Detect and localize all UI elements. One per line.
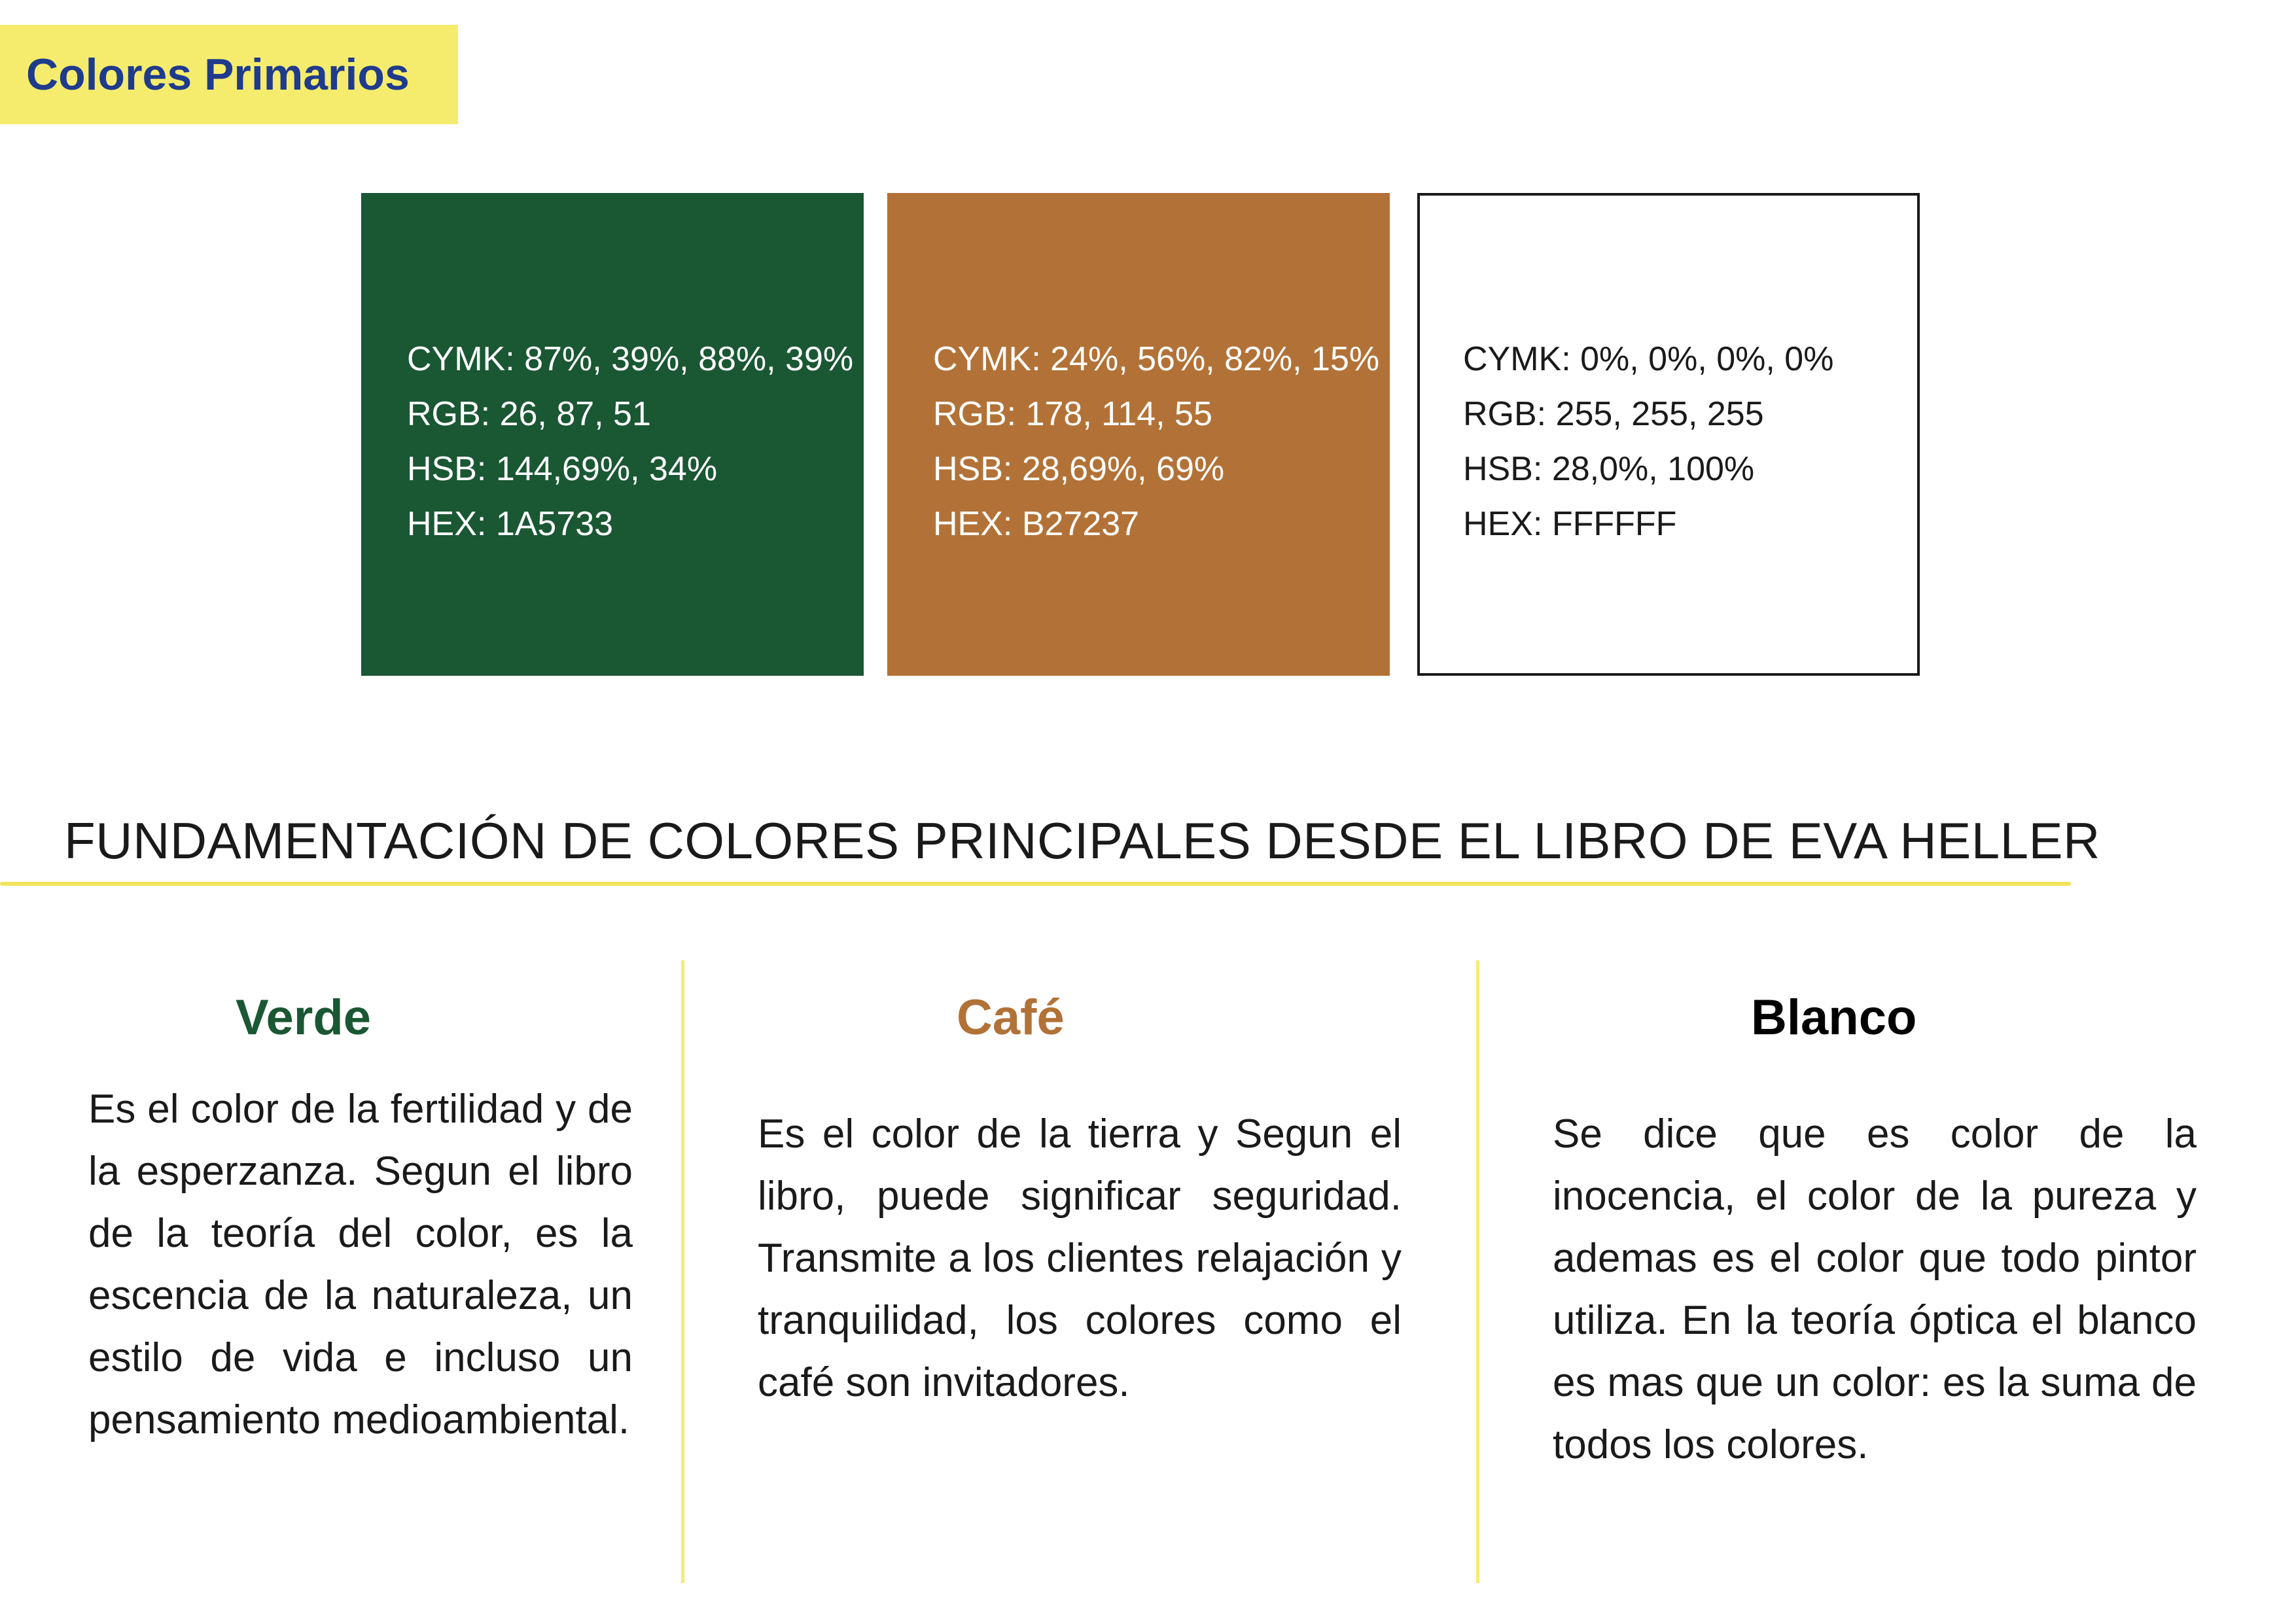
swatch-specs <box>933 332 1379 551</box>
column-body-cafe: Es el color de la tierra y Segun el libro, puede significar seguridad. Transmite a los clientes relajación y tranquilidad, los colores como el café son invitadores. <box>758 1111 1402 1405</box>
page-title: Colores Primarios <box>26 50 410 99</box>
column-divider <box>1476 960 1479 1583</box>
section-heading: FUNDAMENTACIÓN DE COLORES PRINCIPALES DESDE EL LIBRO DE EVA HELLER <box>64 812 2100 869</box>
spec-hsb: HSB: 144,69%, 34% <box>407 450 718 488</box>
column-title-verde: Verde <box>236 990 372 1045</box>
column-body-verde: Es el color de la fertilidad y de la esperzanza. Segun el libro de la teoría del color, es la escencia de la naturaleza, un estilo de vida e incluso un pensamiento medioambiental. <box>88 1087 633 1442</box>
spec-hex: HEX: FFFFFF <box>1463 505 1677 543</box>
column-divider <box>681 960 684 1583</box>
spec-hsb: HSB: 28,0%, 100% <box>1463 450 1755 488</box>
spec-cymk: CYMK: 24%, 56%, 82%, 15% <box>933 340 1380 378</box>
spec-rgb: RGB: 26, 87, 51 <box>407 395 651 433</box>
spec-rgb: RGB: 178, 114, 55 <box>933 395 1212 433</box>
spec-hex: HEX: B27237 <box>933 505 1140 543</box>
spec-cymk: CYMK: 87%, 39%, 88%, 39% <box>407 340 854 378</box>
spec-cymk: CYMK: 0%, 0%, 0%, 0% <box>1463 340 1834 378</box>
spec-hex: HEX: 1A5733 <box>407 505 614 543</box>
heading-rule <box>0 882 2071 886</box>
column-title-cafe: Café <box>957 990 1065 1045</box>
header-badge <box>0 25 458 124</box>
swatch-cafe <box>887 193 1390 676</box>
column-title-blanco: Blanco <box>1751 990 1917 1045</box>
swatch-specs <box>407 332 853 551</box>
swatch-verde <box>361 193 864 676</box>
spec-hsb: HSB: 28,69%, 69% <box>933 450 1225 488</box>
column-body-blanco: Se dice que es color de la inocencia, el color de la pureza y ademas es el color que todo pintor utiliza. En la teoría óptica el blanco es mas que un color: es la suma de todos los colores. <box>1553 1111 2197 1467</box>
spec-rgb: RGB: 255, 255, 255 <box>1463 395 1764 433</box>
swatch-specs <box>1463 332 1833 551</box>
swatch-blanco <box>1417 193 1920 676</box>
